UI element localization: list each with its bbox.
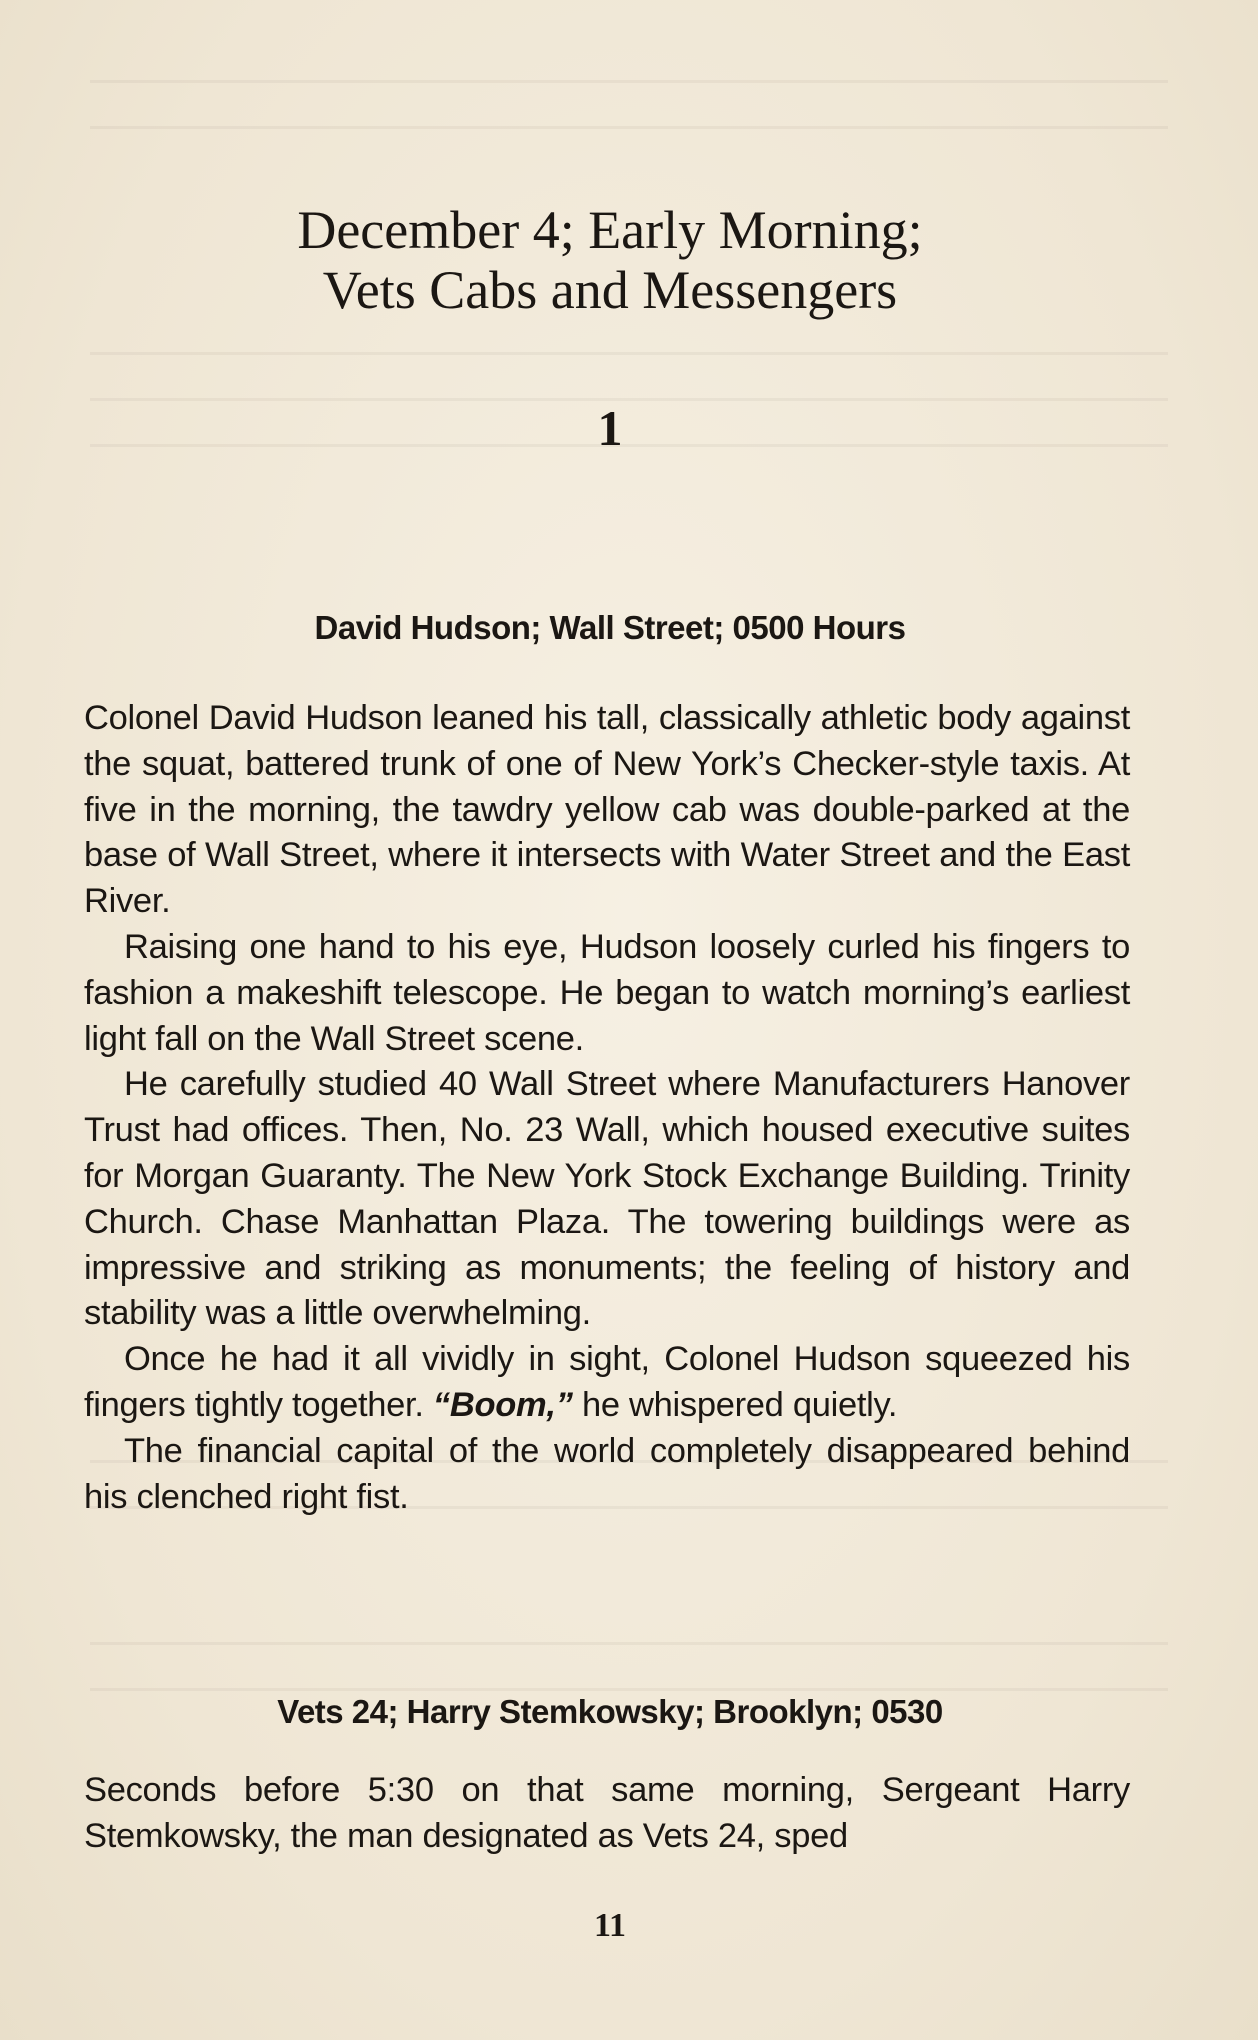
section-body-stemkowsky xyxy=(84,1768,1130,1860)
paragraph-text: Once he had it all vividly in sight, Colonel Hudson squeezed his fingers tightly together. xyxy=(84,1340,1130,1424)
bleed-through-line xyxy=(90,1642,1168,1645)
paragraph xyxy=(84,1337,1130,1429)
paragraph: Colonel David Hudson leaned his tall, classically athletic body against the squat, battered trunk of one of New York’s Checker-style taxis. At five in the morning, the tawdry yellow cab was double-parked at the base of Wall Street, where it intersects with Water Street and the East River. xyxy=(84,699,1130,921)
paragraph: He carefully studied 40 Wall Street where Manufacturers Hanover Trust had offices. Then, No. 23 Wall, which housed executive suites for Morgan Guaranty. The New York Stock Exchange Building. Trinity Church. Chase Manhattan Plaza. The towering buildings were as impressive and striking as monuments; the feeling of history and stability was a little overwhelming. xyxy=(84,1065,1130,1333)
bleed-through-line xyxy=(90,352,1168,355)
section-heading-stemkowsky: Vets 24; Harry Stemkowsky; Brooklyn; 0530 xyxy=(277,1693,943,1730)
paragraph: Raising one hand to his eye, Hudson loosely curled his fingers to fashion a makeshift telescope. He began to watch morning’s earliest light fall on the Wall Street scene. xyxy=(84,927,1130,1058)
paragraph: Seconds before 5:30 on that same morning, Sergeant Harry Stemkowsky, the man designated as Vets 24, sped xyxy=(84,1771,1130,1855)
chapter-title-line-2: Vets Cabs and Messengers xyxy=(322,260,898,320)
bleed-through-line xyxy=(90,126,1168,129)
paragraph-text: he whispered quietly. xyxy=(572,1385,898,1424)
paragraph: The financial capital of the world completely disappeared behind his clenched right fist. xyxy=(84,1431,1130,1516)
bleed-through-line xyxy=(90,1688,1168,1691)
section-heading-hudson: David Hudson; Wall Street; 0500 Hours xyxy=(314,609,906,646)
emphasized-quote: “Boom,” xyxy=(432,1385,573,1424)
chapter-title-line-1: December 4; Early Morning; xyxy=(297,200,923,260)
page-number: 11 xyxy=(593,1907,627,1944)
section-body-hudson xyxy=(84,696,1130,1520)
chapter-number: 1 xyxy=(597,400,623,456)
bleed-through-line xyxy=(90,80,1168,83)
chapter-title xyxy=(0,200,1220,320)
